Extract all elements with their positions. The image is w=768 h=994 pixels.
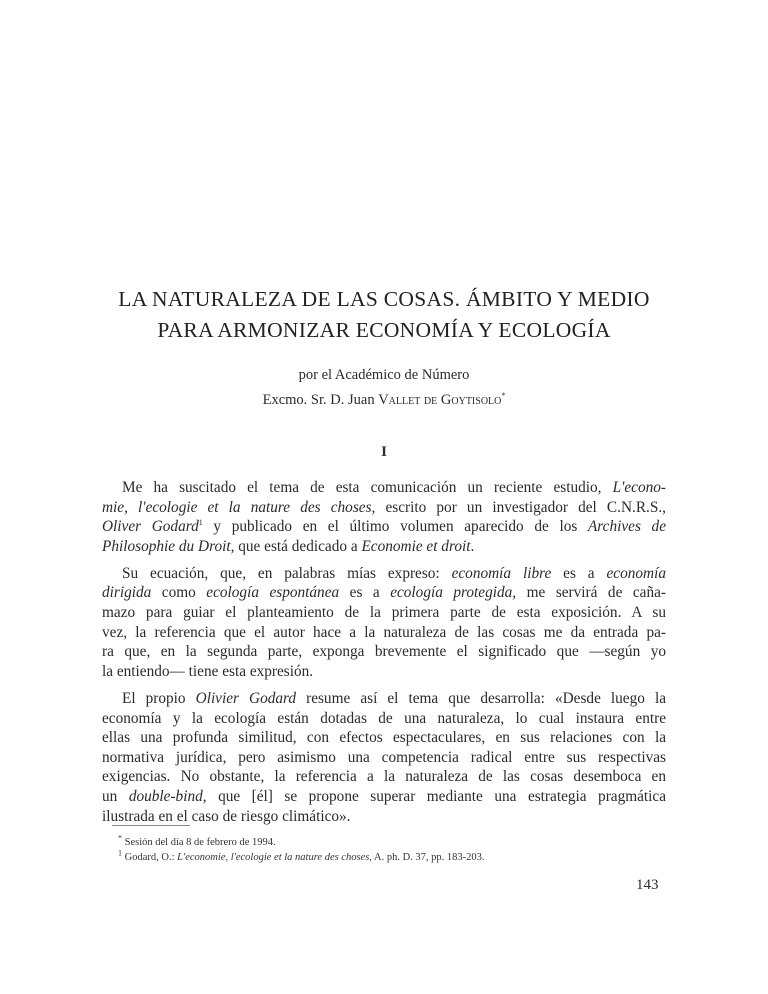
text-line: El propio Olivier Godard resume así el tema que desarrolla: «Desde luego la bbox=[122, 689, 666, 707]
footnote-star bbox=[118, 833, 276, 848]
text-line: normativa jurídica, pero asimismo una competencia radical entre sus respectivas bbox=[102, 748, 666, 766]
text-line: un double-bind, que [él] se propone superar mediante una estrategia pragmática bbox=[102, 787, 666, 805]
text-line: vez, la referencia que el autor hace a la naturaleza de las cosas me da entrada pa- bbox=[102, 623, 666, 641]
text-line: ellas una profunda similitud, con efectos espectaculares, en sus relaciones con la bbox=[102, 729, 666, 747]
article-title bbox=[0, 284, 768, 346]
footnote-ref-1[interactable]: 1 bbox=[198, 518, 203, 528]
text-line: ra que, en la segunda parte, exponga brevemente el significado que —según yo bbox=[102, 643, 666, 661]
author-surname: Vallet de Goytisolo bbox=[378, 392, 502, 408]
text-line: economía y la ecología están dotadas de una naturaleza, lo cual instaura entre bbox=[102, 709, 666, 727]
footnote-separator bbox=[112, 825, 190, 826]
text-line: Philosophie du Droit, que está dedicado a Economie et droit. bbox=[102, 537, 475, 555]
title-line-2: PARA ARMONIZAR ECONOMÍA Y ECOLOGÍA bbox=[157, 318, 611, 342]
footnote-1 bbox=[118, 848, 485, 863]
footnote-author: Godard, O.: bbox=[122, 852, 178, 863]
title-line-1: LA NATURALEZA DE LAS COSAS. ÁMBITO Y MEDIO bbox=[118, 287, 650, 311]
footnote-text: Sesión del día 8 de febrero de 1994. bbox=[122, 837, 276, 848]
text-line: mie, l'ecologie et la nature des choses, escrito por un investigador del C.N.R.S., bbox=[102, 498, 667, 516]
body-text bbox=[102, 478, 666, 826]
paragraph-3 bbox=[102, 689, 666, 826]
text-line: Me ha suscitado el tema de esta comunicación un reciente estudio, L'econo- bbox=[122, 479, 666, 496]
page-number: 143 bbox=[636, 877, 659, 893]
footnote-reference: A. ph. D. 37, pp. 183-203. bbox=[371, 852, 485, 863]
text-line: la entiendo— tiene esta expresión. bbox=[102, 662, 314, 680]
text-line: Oliver Godard$^1$ y publicado en el último volumen aparecido de los Archives de bbox=[102, 518, 666, 536]
footnote-work-title: L'economie, l'ecologie et la nature des choses, bbox=[177, 852, 372, 863]
author-prefix: Excmo. Sr. D. Juan bbox=[262, 392, 379, 408]
paragraph-2 bbox=[102, 564, 666, 682]
text-line: exigencias. No obstante, la referencia a la naturaleza de las cosas desemboca en bbox=[102, 768, 666, 786]
byline-author bbox=[0, 392, 768, 409]
section-number: I bbox=[381, 444, 387, 460]
text-line: dirigida como ecología espontánea es a ecología protegida, me servirá de caña- bbox=[102, 584, 666, 602]
footnote-mark: 1 bbox=[118, 848, 122, 858]
footnote-mark: * bbox=[118, 833, 122, 843]
text-line: mazo para guiar el planteamiento de la primera parte de esta exposición. A su bbox=[102, 604, 666, 622]
author-footnote-mark: * bbox=[501, 391, 506, 401]
paragraph-1 bbox=[102, 478, 666, 556]
text-line: Su ecuación, que, en palabras mías expreso: economía libre es a economía bbox=[122, 564, 666, 582]
byline-role: por el Académico de Número bbox=[298, 367, 470, 383]
text-line: ilustrada en el caso de riesgo climático». bbox=[102, 807, 351, 825]
